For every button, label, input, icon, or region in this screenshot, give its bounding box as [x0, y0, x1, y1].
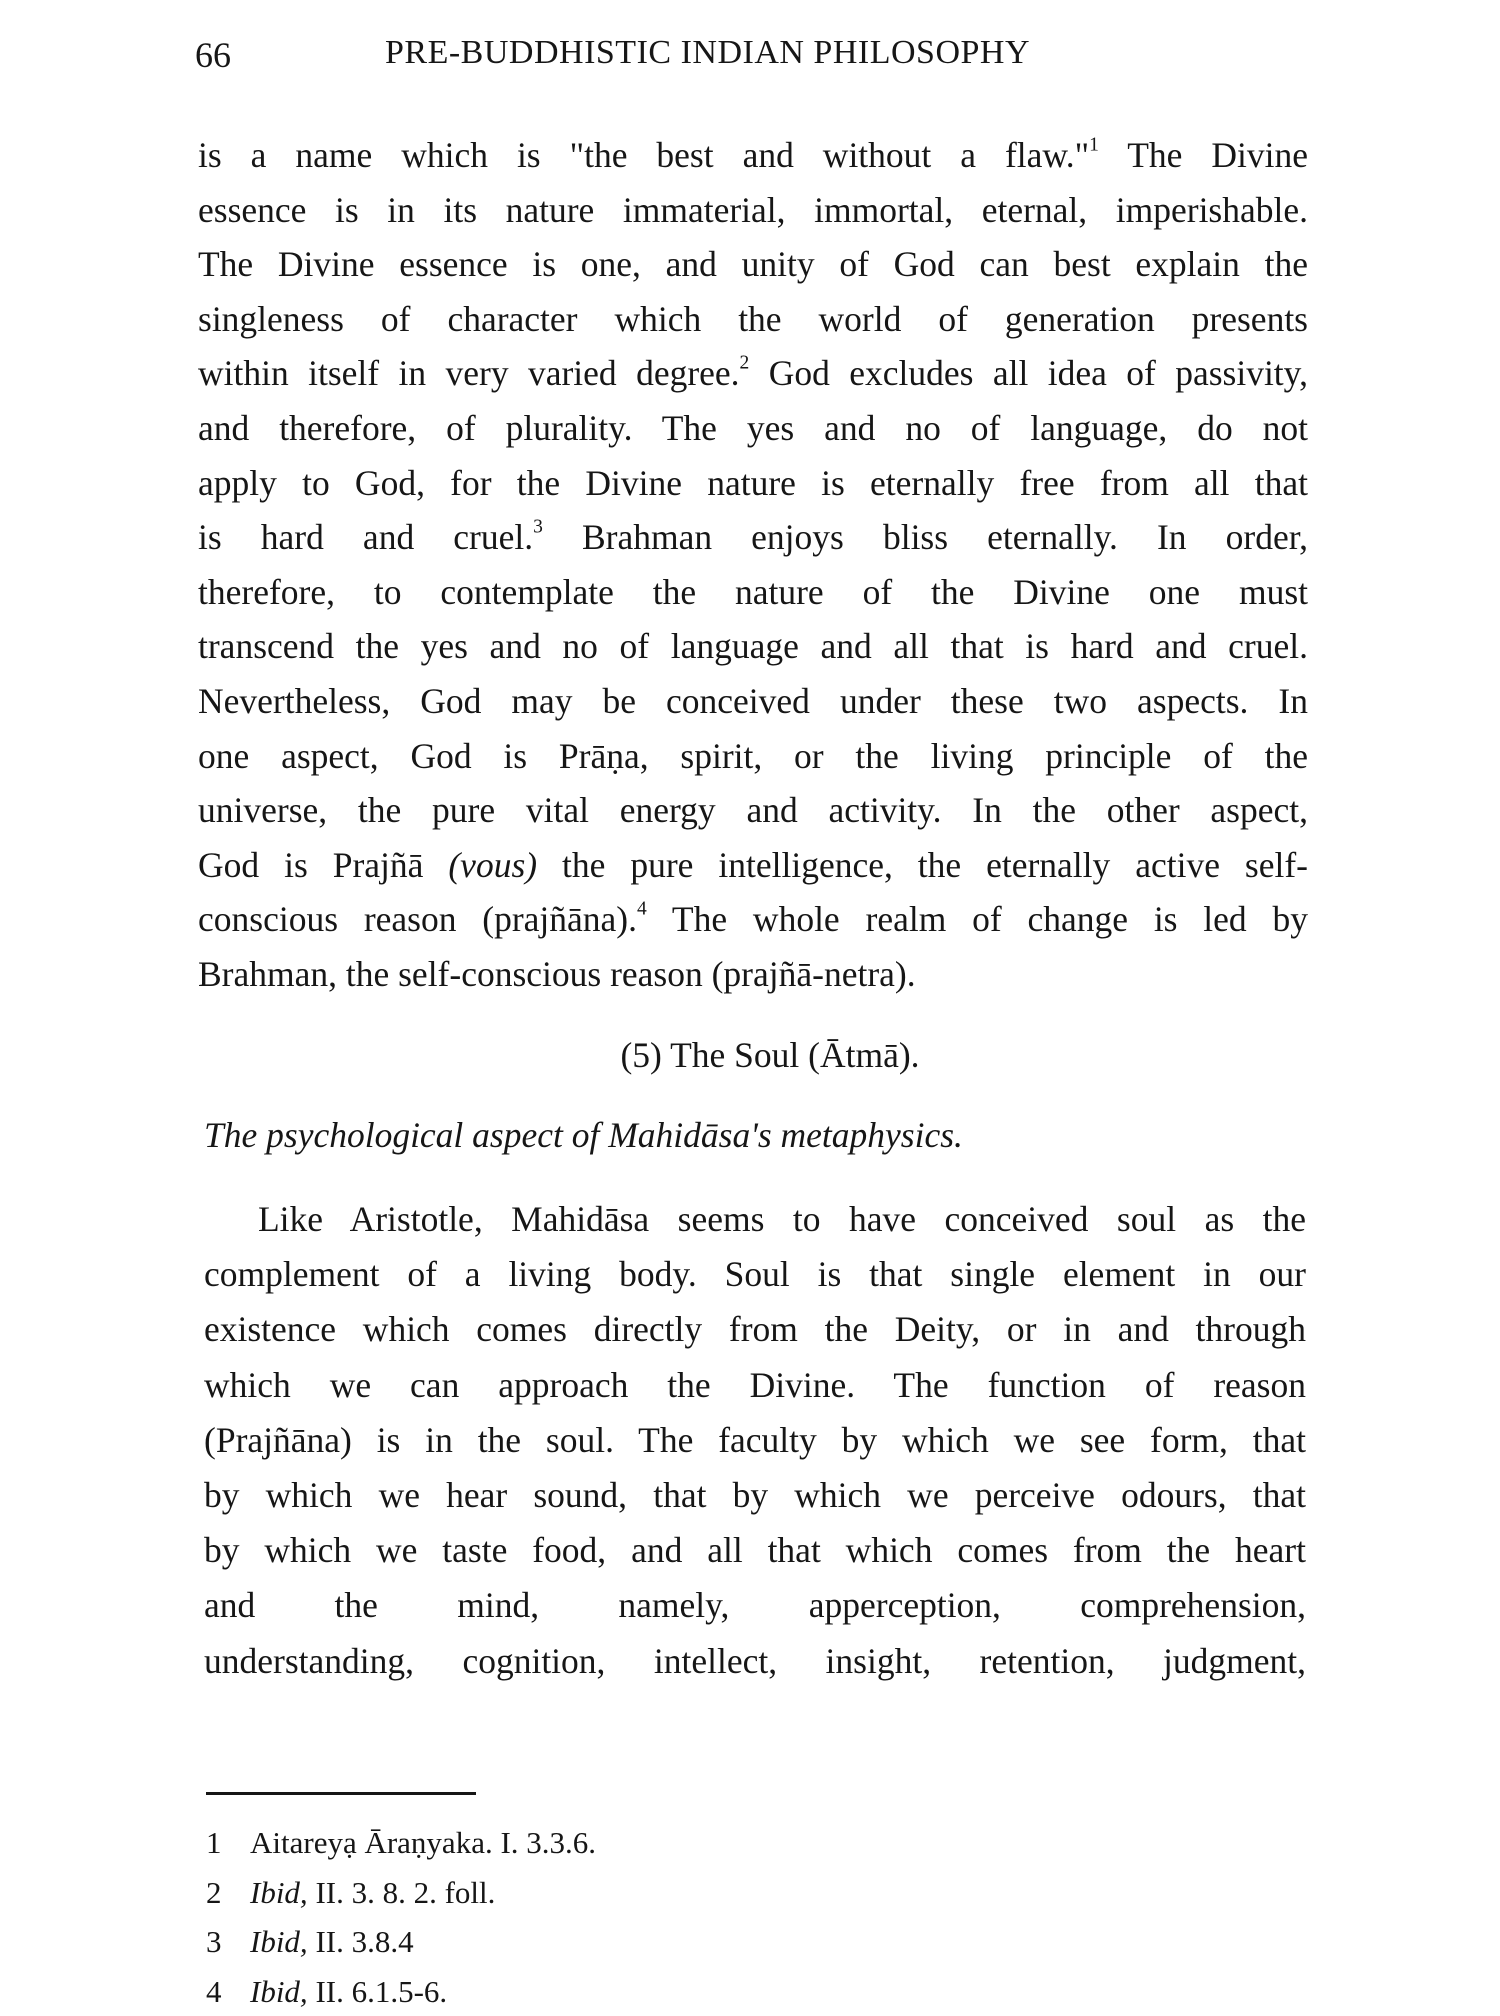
footnote-divider	[206, 1792, 476, 1795]
text-line: complement of a living body. Soul is that single element in our	[204, 1247, 1306, 1302]
text-line: by which we hear sound, that by which we perceive odours, that	[204, 1468, 1306, 1523]
footnote: 3 Ibid, II. 3.8.4	[206, 1917, 596, 1967]
footnote-ref: 4	[637, 899, 647, 920]
running-header	[195, 34, 1315, 84]
section-heading: (5) The Soul (Ātmā).	[0, 1034, 1500, 1076]
text-line: transcend the yes and no of language and all that is hard and cruel.	[198, 619, 1308, 674]
text-line: which we can approach the Divine. The function of reason	[204, 1358, 1306, 1413]
footnote: 4 Ibid, II. 6.1.5-6.	[206, 1967, 596, 2016]
running-title: PRE-BUDDHISTIC INDIAN PHILOSOPHY	[385, 34, 1030, 72]
text-line: conscious reason (prajñāna).$^4$ The whole realm of change is led by	[198, 892, 1308, 947]
text-line: Nevertheless, God may be conceived under these two aspects. In	[198, 674, 1308, 729]
footnote-ref: 2	[740, 353, 750, 374]
text-line: by which we taste food, and all that which comes from the heart	[204, 1523, 1306, 1578]
text-line: God is Prajñā (vous) the pure intelligence, the eternally active self-	[198, 838, 1308, 893]
text-line: singleness of character which the world of generation presents	[198, 292, 1308, 347]
text-line: and therefore, of plurality. The yes and no of language, do not	[198, 401, 1308, 456]
footnote-ref: 1	[1089, 134, 1099, 155]
text-line: Brahman, the self-conscious reason (prajñā-netra).	[198, 947, 1308, 1002]
paragraph-divine-essence	[198, 128, 1308, 1002]
text-line: universe, the pure vital energy and activity. In the other aspect,	[198, 783, 1308, 838]
paragraph-soul	[204, 1192, 1306, 1689]
text-line: therefore, to contemplate the nature of the Divine one must	[198, 565, 1308, 620]
text-line: understanding, cognition, intellect, insight, retention, judgment,	[204, 1634, 1306, 1689]
page-number: 66	[195, 34, 231, 76]
text-line: and the mind, namely, apperception, comprehension,	[204, 1578, 1306, 1633]
section-subheading: The psychological aspect of Mahidāsa's metaphysics.	[204, 1114, 963, 1156]
text-line: is a name which is "the best and without a flaw."$^1$ The Divine	[198, 128, 1308, 183]
footnote: 2 Ibid, II. 3. 8. 2. foll.	[206, 1868, 596, 1918]
text-line: within itself in very varied degree.$^2$ God excludes all idea of passivity,	[198, 346, 1308, 401]
text-line: is hard and cruel.$^3$ Brahman enjoys bliss eternally. In order,	[198, 510, 1308, 565]
footnote-ref: 3	[533, 517, 543, 538]
text-line: essence is in its nature immaterial, immortal, eternal, imperishable.	[198, 183, 1308, 238]
text-line: Like Aristotle, Mahidāsa seems to have conceived soul as the	[204, 1192, 1306, 1247]
text-line: one aspect, God is Prāṇa, spirit, or the living principle of the	[198, 729, 1308, 784]
footnote: 1 Aitareyạ Āraṇyaka. I. 3.3.6.	[206, 1818, 596, 1868]
footnotes	[206, 1818, 596, 2016]
text-line: (Prajñāna) is in the soul. The faculty by which we see form, that	[204, 1413, 1306, 1468]
text-line: existence which comes directly from the Deity, or in and through	[204, 1302, 1306, 1357]
text-line: The Divine essence is one, and unity of God can best explain the	[198, 237, 1308, 292]
text-line: apply to God, for the Divine nature is eternally free from all that	[198, 456, 1308, 511]
